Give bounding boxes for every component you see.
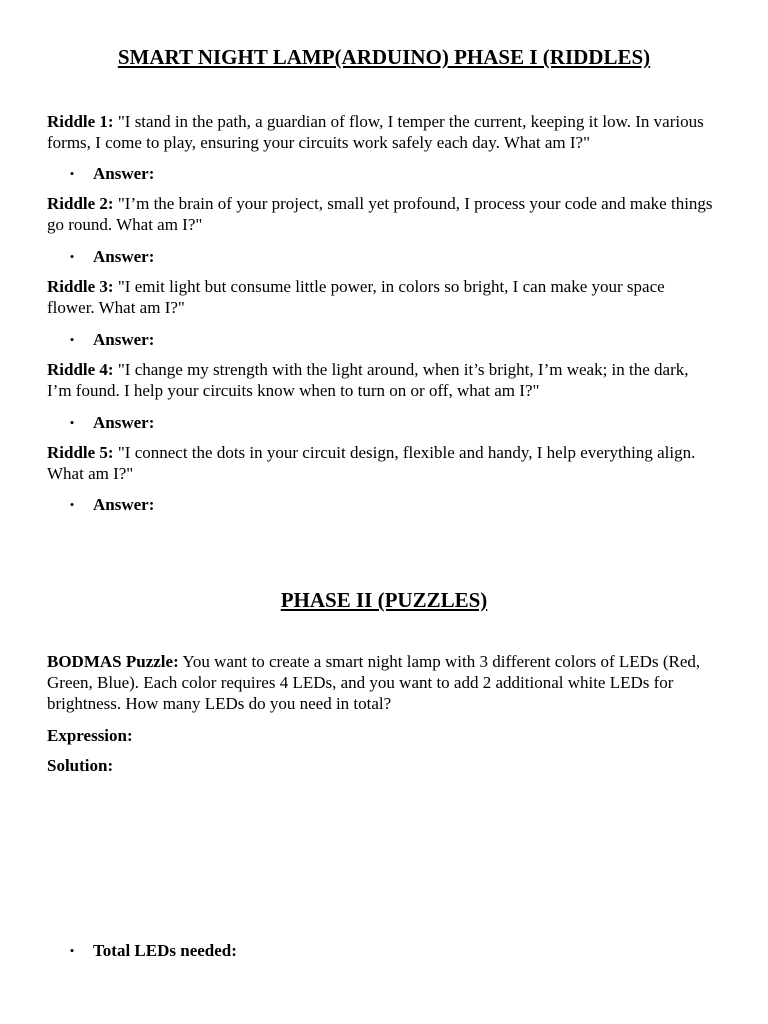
riddle-4-label: Riddle 4: <box>47 360 114 379</box>
bullet-icon: • <box>69 332 75 347</box>
riddle-3-text: "I emit light but consume little power, in colors so bright, I can make your space flower. What am I?" <box>47 277 665 317</box>
bodmas-puzzle-text: You want to create a smart night lamp with 3 different colors of LEDs (Red, Green, Blue). Each color requires 4 LEDs, and you want to add 2 additional white LEDs for brightness. How many LEDs do you need in total? <box>47 652 701 713</box>
bodmas-puzzle <box>47 651 715 714</box>
phase2-title: PHASE II (PUZZLES) <box>280 588 488 612</box>
riddle-2-label: Riddle 2: <box>47 194 114 213</box>
riddle-5-text: "I connect the dots in your circuit design, flexible and handy, I help everything align. What am I?" <box>47 443 696 483</box>
riddle-3 <box>47 276 715 318</box>
riddle-4 <box>47 359 715 401</box>
answer-label: Answer: <box>93 413 155 432</box>
phase1-title: SMART NIGHT LAMP(ARDUINO) PHASE I (RIDDLES) <box>117 45 651 69</box>
bodmas-puzzle-label: BODMAS Puzzle: <box>47 652 179 671</box>
riddle-5 <box>47 442 715 484</box>
answer-label: Answer: <box>93 330 155 349</box>
solution-label: Solution: <box>47 756 114 775</box>
expression-label: Expression: <box>47 726 133 745</box>
answer-label: Answer: <box>93 164 155 183</box>
riddle-2 <box>47 193 715 235</box>
riddle-5-label: Riddle 5: <box>47 443 114 462</box>
bullet-icon: • <box>69 415 75 430</box>
riddle-4-text: "I change my strength with the light around, when it’s bright, I’m weak; in the dark, I’m found. I help your circuits know when to turn on or off, what am I?" <box>47 360 689 400</box>
bullet-icon: • <box>69 249 75 264</box>
riddle-2-text: "I’m the brain of your project, small yet profound, I process your code and make things go round. What am I?" <box>47 194 713 234</box>
riddle-1-label: Riddle 1: <box>47 112 114 131</box>
answer-label: Answer: <box>93 247 155 266</box>
riddle-1 <box>47 111 715 153</box>
answer-label: Answer: <box>93 495 155 514</box>
bullet-icon: • <box>69 497 75 512</box>
bullet-icon: • <box>69 943 75 958</box>
total-leds-label: Total LEDs needed: <box>93 941 237 960</box>
bullet-icon: • <box>69 166 75 181</box>
riddle-3-label: Riddle 3: <box>47 277 114 296</box>
riddle-1-text: "I stand in the path, a guardian of flow, I temper the current, keeping it low. In various forms, I come to play, ensuring your circuits work safely each day. What am I?" <box>47 112 704 152</box>
